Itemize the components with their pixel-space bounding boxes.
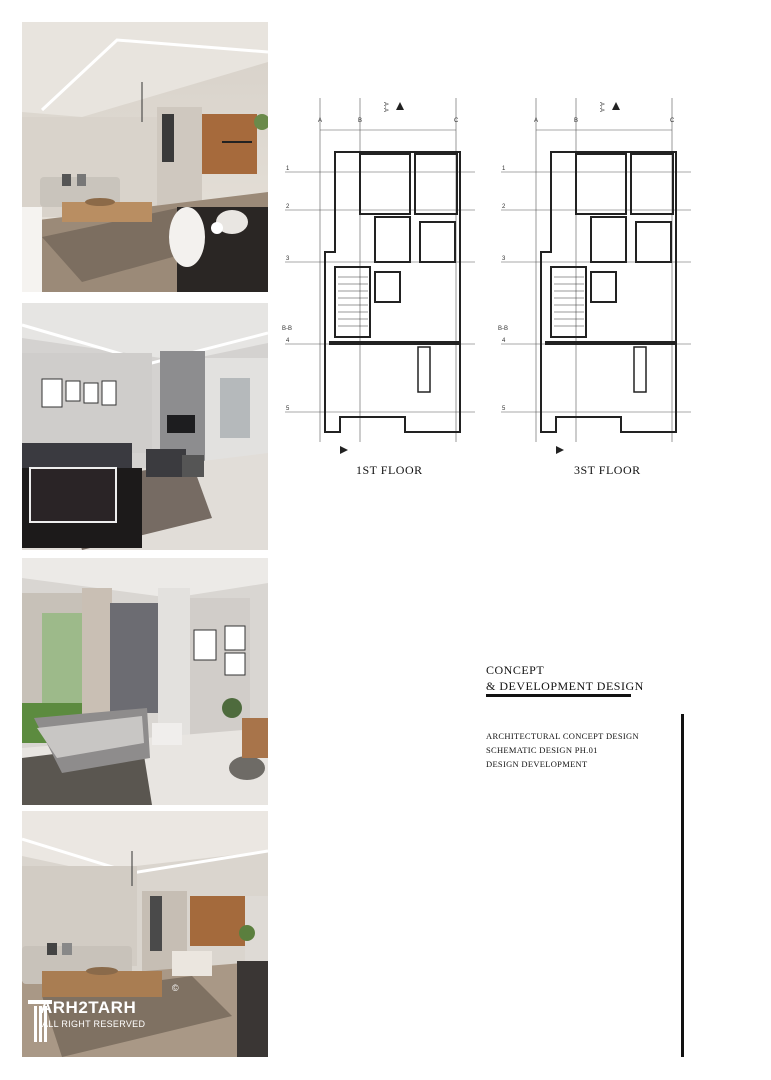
grid-col-b: B <box>574 118 579 124</box>
floor-plan-3rd <box>496 92 696 462</box>
design-item-schematic: SCHEMATIC DESIGN PH.01 <box>486 745 598 755</box>
floor-label-3rd: 3ST FLOOR <box>574 463 641 477</box>
grid-row-3: 3 <box>286 256 290 262</box>
grid-col-b: B <box>358 118 363 124</box>
section-bb-label: B-B <box>498 326 509 332</box>
copyright-symbol: © <box>172 983 179 993</box>
grid-col-a: A <box>534 118 539 124</box>
interior-render-lounge <box>22 303 268 550</box>
grid-col-c: C <box>670 118 675 124</box>
grid-row-1: 1 <box>286 166 290 172</box>
logo-wordmark: ARH2TARH <box>40 998 137 1017</box>
grid-row-2: 2 <box>502 204 506 210</box>
grid-col-c: C <box>454 118 459 124</box>
grid-row-3: 3 <box>502 256 506 262</box>
grid-row-4: 4 <box>286 338 290 344</box>
vertical-divider <box>681 714 684 1057</box>
section-aa-label: A-A <box>598 102 604 113</box>
grid-row-1: 1 <box>502 166 506 172</box>
section-bb-label: B-B <box>282 326 293 332</box>
interior-render-bedroom <box>22 558 268 805</box>
floor-label-1st: 1ST FLOOR <box>356 463 423 477</box>
logo-rights-text: ALL RIGHT RESERVED <box>42 1019 146 1029</box>
section-aa-label: A-A <box>382 102 388 113</box>
design-title-line1: CONCEPT <box>486 663 545 677</box>
grid-col-a: A <box>318 118 323 124</box>
grid-row-4: 4 <box>502 338 506 344</box>
design-item-concept: ARCHITECTURAL CONCEPT DESIGN <box>486 731 639 741</box>
title-underline <box>486 694 631 697</box>
grid-row-5: 5 <box>502 406 506 412</box>
grid-row-5: 5 <box>286 406 290 412</box>
floor-plan-1st <box>280 92 480 462</box>
grid-row-2: 2 <box>286 204 290 210</box>
design-item-development: DESIGN DEVELOPMENT <box>486 759 588 769</box>
interior-render-living-dining <box>22 22 268 292</box>
design-title-line2: & DEVELOPMENT DESIGN <box>486 679 644 693</box>
